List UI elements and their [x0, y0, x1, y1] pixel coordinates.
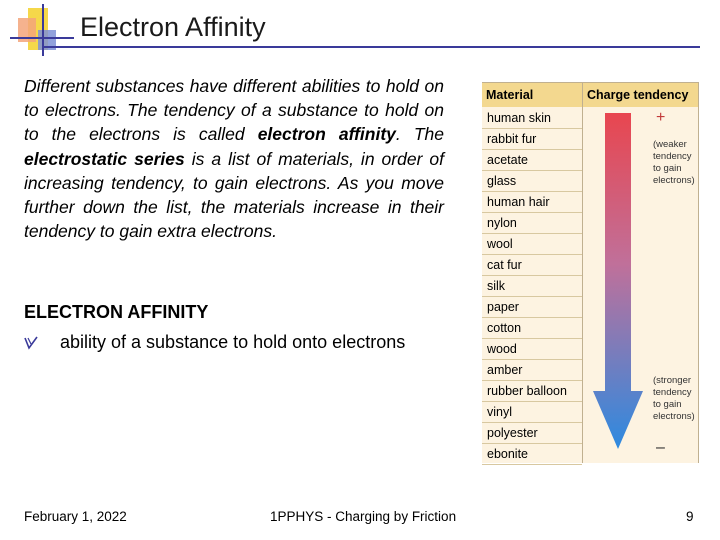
weaker-tendency-note: (weaker tendency to gain electrons)	[653, 139, 695, 186]
material-row: cat fur	[482, 255, 582, 276]
column-divider	[582, 83, 583, 463]
title-rule	[44, 46, 700, 48]
triboelectric-table	[482, 82, 699, 463]
page-number: 9	[686, 509, 694, 524]
logo-vertical-line	[42, 4, 44, 56]
definition-bullet-text: ability of a substance to hold onto electrons	[60, 332, 406, 352]
material-row: wood	[482, 339, 582, 360]
table-header-charge-tendency: Charge tendency	[583, 83, 698, 107]
slide-title: Electron Affinity	[80, 12, 266, 42]
material-row: wool	[482, 234, 582, 255]
material-row: ebonite	[482, 444, 582, 465]
footer-date: February 1, 2022	[24, 509, 127, 524]
material-row: paper	[482, 297, 582, 318]
material-row: cotton	[482, 318, 582, 339]
slide-logo	[0, 0, 80, 60]
material-row: nylon	[482, 213, 582, 234]
logo-horizontal-line	[10, 37, 74, 39]
paragraph-part-2: . The	[395, 124, 444, 145]
material-row: glass	[482, 171, 582, 192]
material-row: rabbit fur	[482, 129, 582, 150]
material-row: amber	[482, 360, 582, 381]
paragraph-part-1: Different substances have different abilities to hold on to electrons. The tendency of a substance to hold on to the electrons is called	[24, 76, 444, 145]
material-row: vinyl	[482, 402, 582, 423]
table-header-material: Material	[482, 83, 582, 107]
material-row: human skin	[482, 108, 582, 129]
material-row: rubber balloon	[482, 381, 582, 402]
positive-sign: +	[656, 109, 666, 126]
material-row: acetate	[482, 150, 582, 171]
term-electrostatic-series: electrostatic series	[24, 148, 185, 169]
term-electron-affinity: electron affinity	[257, 124, 396, 145]
definition-bullet	[24, 332, 405, 353]
material-row: silk	[482, 276, 582, 297]
footer-title: 1PPHYS - Charging by Friction	[270, 509, 457, 524]
definition-heading: ELECTRON AFFINITY	[24, 302, 209, 322]
checkmark-bullet-icon	[24, 336, 38, 350]
material-row: polyester	[482, 423, 582, 444]
paragraph-part-3: is a list of materials, in order of increasing tendency, to gain electrons. As you move further down the list, the materials increase in their tendency to gain extra electrons.	[24, 148, 445, 242]
body-paragraph	[24, 74, 444, 243]
negative-sign: –	[656, 439, 665, 456]
charge-tendency-arrow-icon	[593, 113, 643, 449]
stronger-tendency-note: (stronger tendency to gain electrons)	[653, 375, 695, 422]
material-row: human hair	[482, 192, 582, 213]
